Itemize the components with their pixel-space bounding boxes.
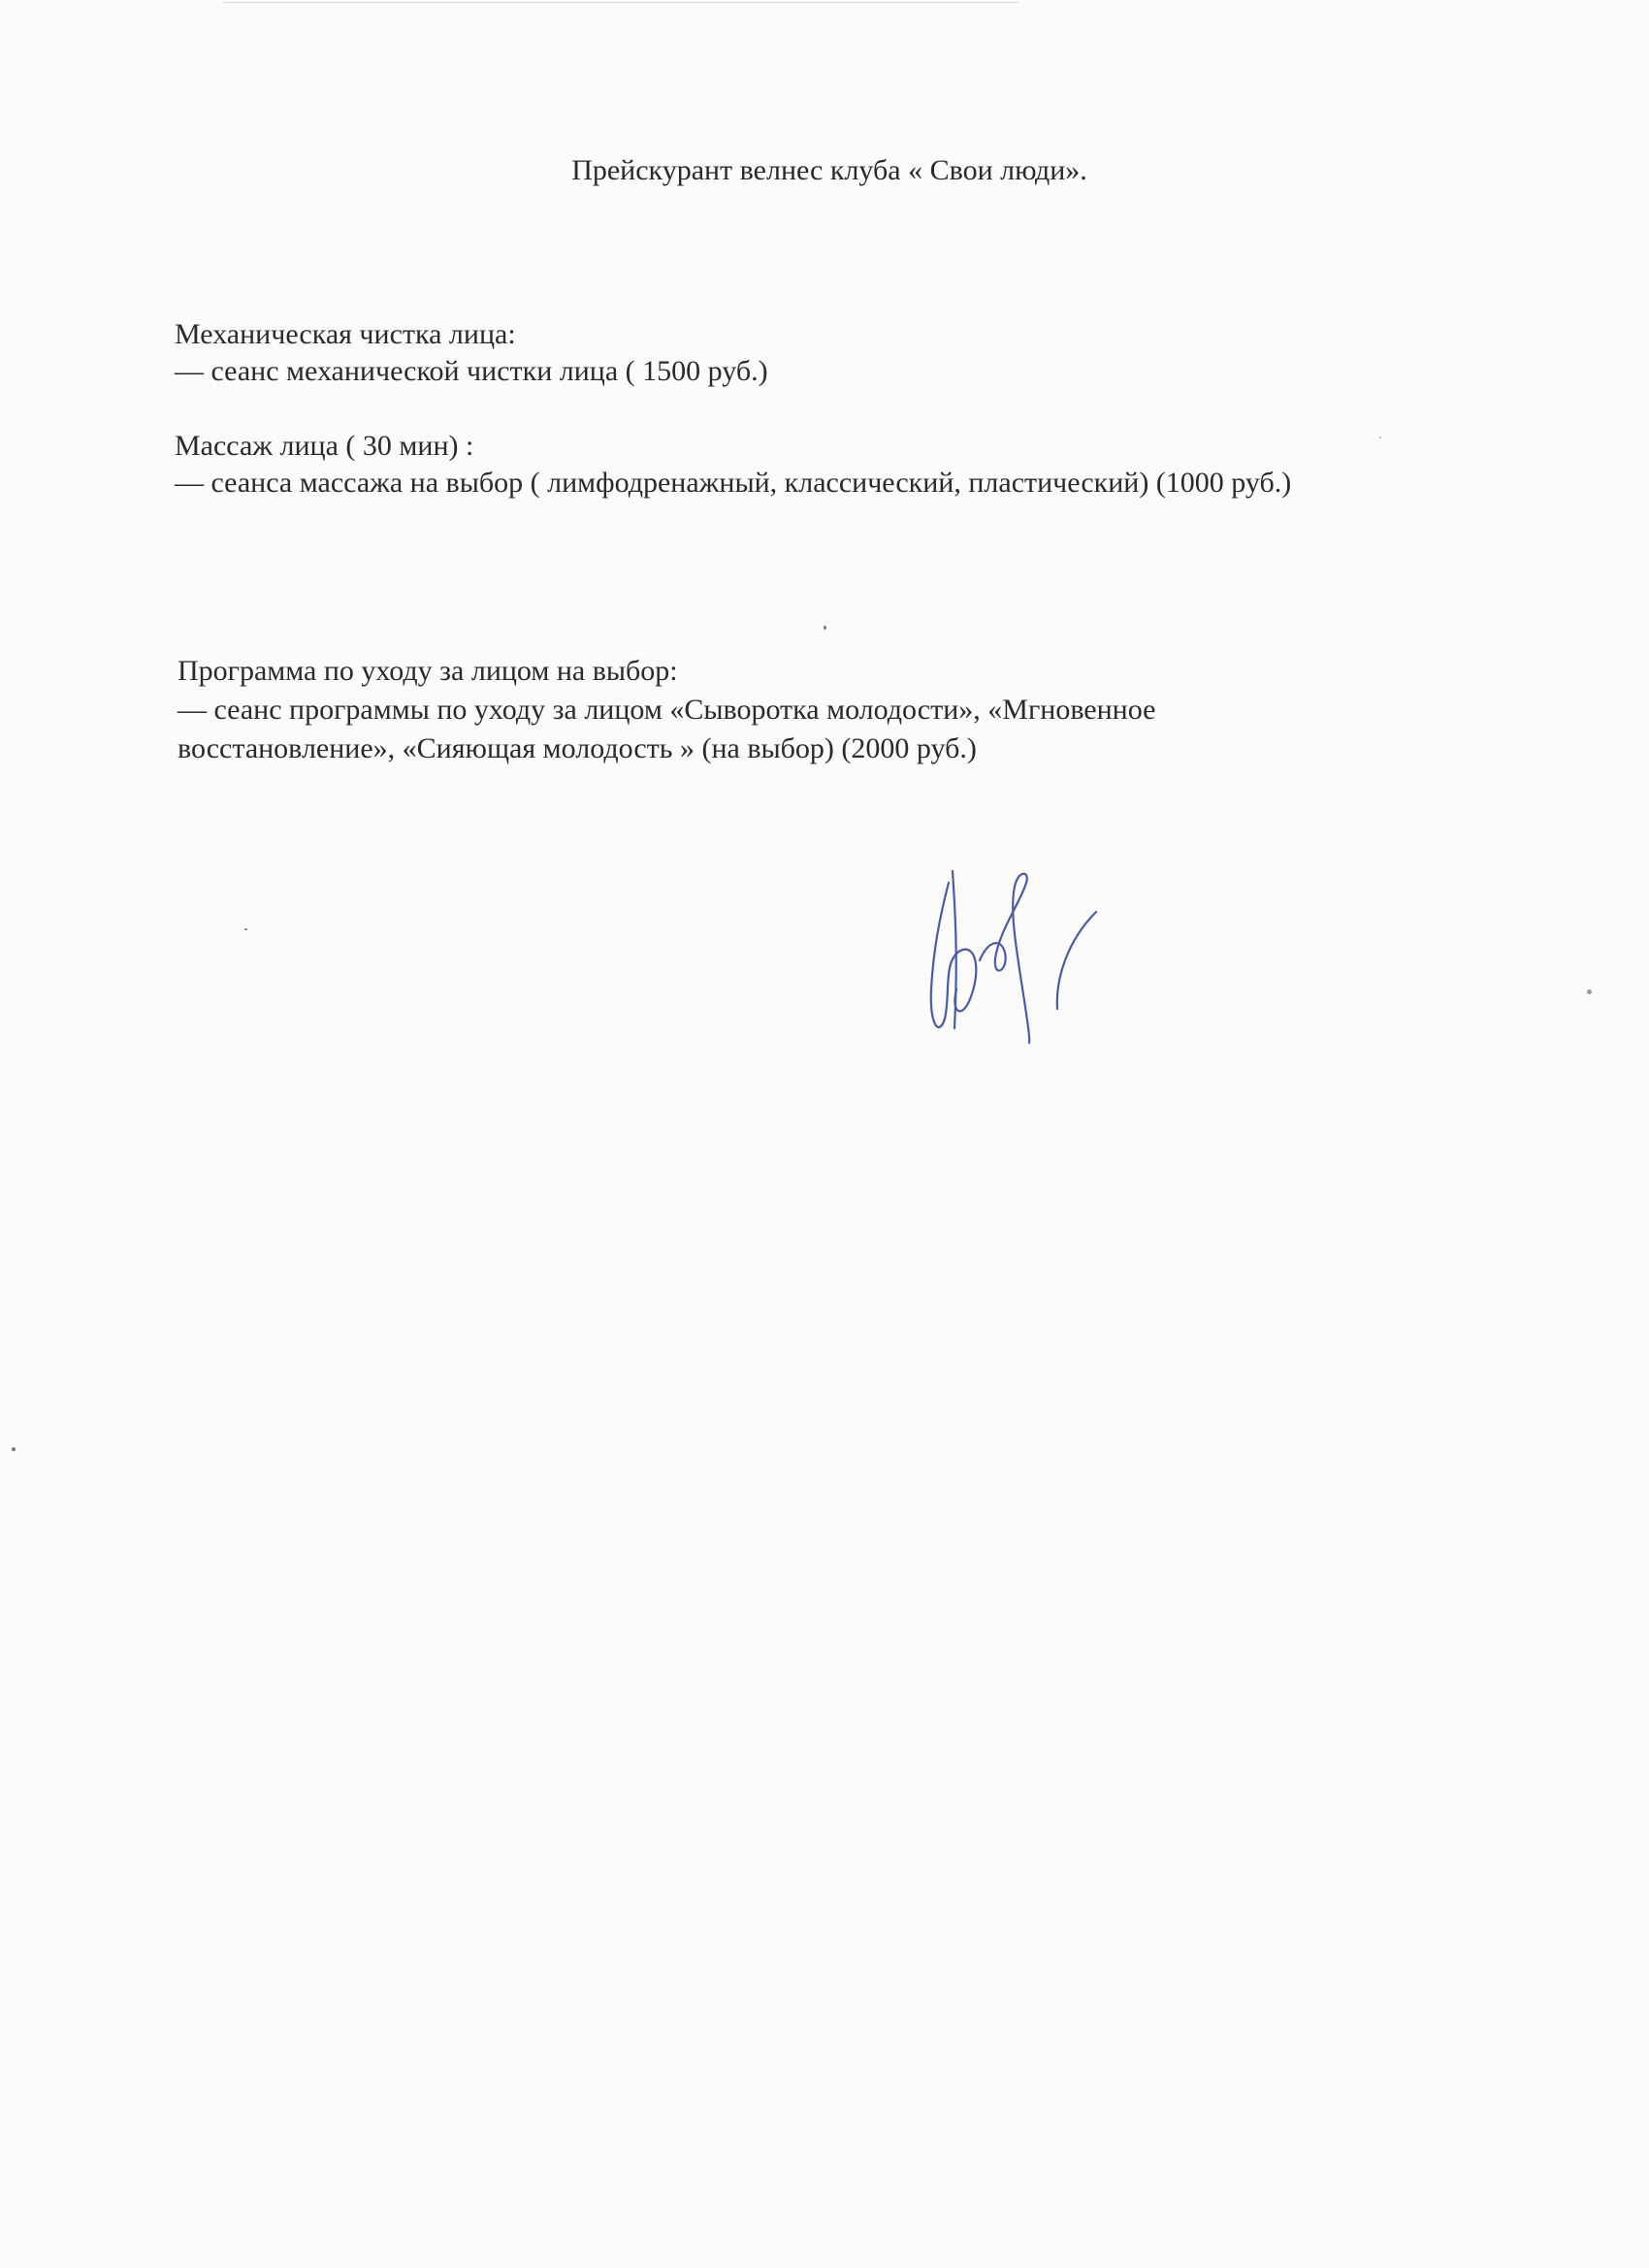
document-title bbox=[0, 153, 1649, 188]
price-line: — сеанс программы по уходу за лицом «Сыворотка молодости», «Мгновенное bbox=[178, 694, 1156, 726]
section-heading: Программа по уходу за лицом на выбор: bbox=[178, 655, 678, 687]
section-face-massage bbox=[175, 428, 1291, 502]
signature-stroke bbox=[1057, 912, 1096, 1009]
scan-top-edge bbox=[223, 2, 1018, 3]
section-heading: Массаж лица ( 30 мин) : bbox=[175, 430, 474, 462]
price-line: — сеанса массажа на выбор ( лимфодренажный, классический, пластический) (1000 руб.) bbox=[175, 467, 1292, 499]
scan-speck bbox=[12, 1447, 16, 1451]
price-line: — сеанс механической чистки лица ( 1500 руб.) bbox=[175, 355, 768, 387]
scan-speck bbox=[1587, 989, 1592, 994]
document-title-text: Прейскурант велнес клуба « Свои люди». bbox=[571, 154, 1087, 186]
signature-stroke bbox=[980, 874, 1029, 1043]
scan-speck bbox=[824, 626, 826, 630]
signature bbox=[912, 844, 1193, 1057]
scan-speck bbox=[244, 928, 247, 930]
section-mechanical-cleaning bbox=[175, 316, 768, 390]
section-face-care-program bbox=[178, 652, 1155, 768]
section-heading: Механическая чистка лица: bbox=[175, 318, 516, 350]
price-line-continued: восстановление», «Сияющая молодость » (на выбор) (2000 руб.) bbox=[178, 732, 977, 764]
scan-speck bbox=[1379, 437, 1381, 438]
